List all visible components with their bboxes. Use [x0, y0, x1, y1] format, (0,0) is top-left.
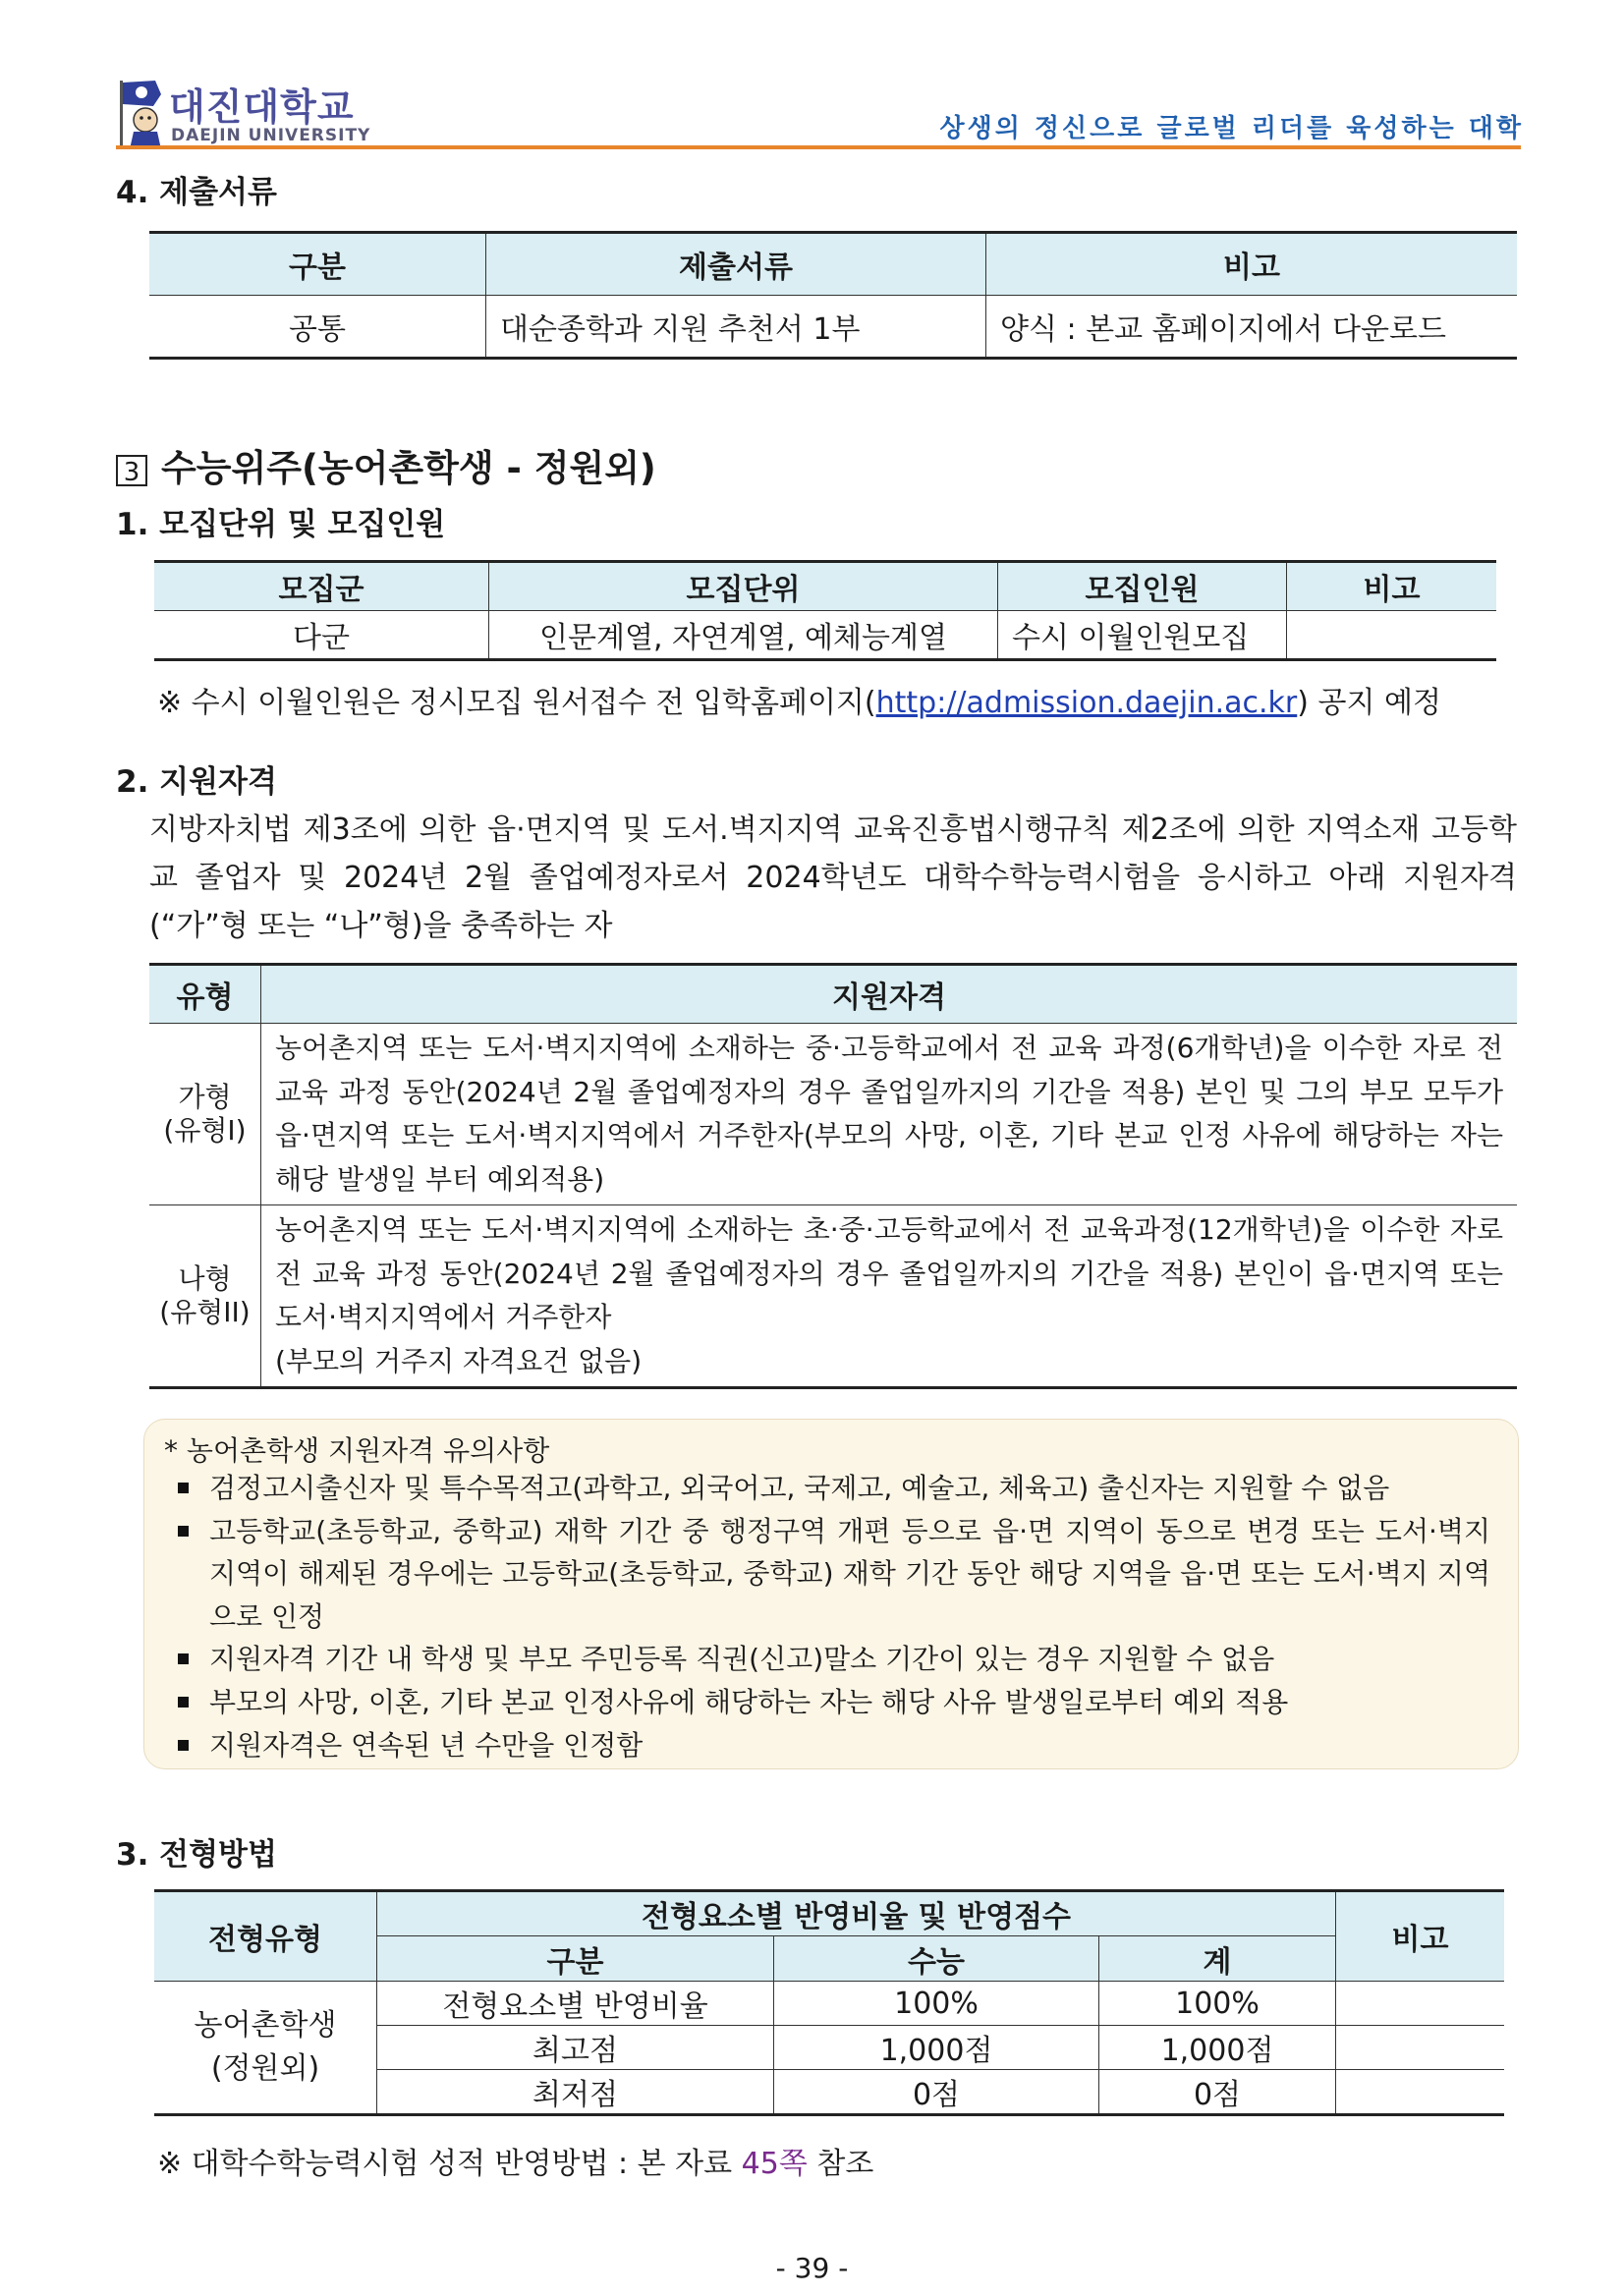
eligibility-text-main: 농어촌지역 또는 도서·벽지지역에 소재하는 초·중·고등학교에서 전 교육과정(12개학년)을 이수한 자로 전 교육 과정 동안(2024년 2월 졸업예정자의 경우 졸업일까지의 기간을 적용) 본인이 읍·면지역 또는 도서·벽지지역에서 거주한자: [275, 1213, 1503, 1333]
note-text: ) 공지 예정: [1297, 686, 1441, 720]
table-cell: 다군: [154, 611, 489, 660]
table-cell: 수시 이월인원모집: [998, 611, 1287, 660]
table-header: 전형요소별 반영비율 및 반영점수: [377, 1891, 1336, 1936]
caution-list: [174, 1467, 1490, 1766]
table-cell: 0점: [774, 2070, 1099, 2115]
selection-note: [157, 2139, 873, 2182]
table-cell: 1,000점: [1099, 2026, 1336, 2070]
bullet-icon: [178, 1740, 189, 1751]
eligibility-text-note: (부모의 거주지 자격요건 없음): [275, 1344, 643, 1377]
bullet-icon: [178, 1697, 189, 1708]
list-item-text: 고등학교(초등학교, 중학교) 재학 기간 중 행정구역 개편 등으로 읍·면 지역이 동으로 변경 또는 도서·벽지 지역이 해제된 경우에는 고등학교(초등학교, 중학교) 재학 기간 동안 해당 지역을 읍·면 또는 도서·벽지 지역으로 인정: [209, 1514, 1490, 1633]
note-text: ※ 수시 이월인원은 정시모집 원서접수 전 입학홈페이지(: [157, 686, 876, 720]
header-divider: [116, 145, 1521, 149]
table-header: 비고: [986, 233, 1518, 296]
selection-table: [154, 1889, 1504, 2116]
list-item: [174, 1467, 1490, 1510]
section-heading-documents: 4. 제출서류: [116, 175, 277, 210]
table-cell: 공통: [149, 296, 486, 359]
table-subheader: 수능: [774, 1936, 1099, 1982]
documents-table: [149, 231, 1517, 360]
page-number: - 39 -: [775, 2252, 849, 2284]
table-cell: 100%: [774, 1982, 1099, 2026]
bullet-icon: [178, 1483, 189, 1493]
table-header: 모집군: [154, 562, 489, 611]
recruit-table: [154, 560, 1496, 661]
admission-link[interactable]: http://admission.daejin.ac.kr: [875, 686, 1298, 720]
type-cell: [154, 1982, 377, 2115]
table-header: 구분: [149, 233, 486, 296]
table-cell: 최저점: [377, 2070, 774, 2115]
table-cell: [1336, 2070, 1505, 2115]
table-cell: [1287, 611, 1497, 660]
logo-title: 대진대학교: [169, 85, 355, 129]
list-item: [174, 1510, 1490, 1639]
table-cell: [1336, 1982, 1505, 2026]
table-header: 전형유형: [154, 1891, 377, 1982]
table-header: 비고: [1287, 562, 1497, 611]
list-item-text: 부모의 사망, 이혼, 기타 본교 인정사유에 해당하는 자는 해당 사유 발생일로부터 예외 적용: [209, 1685, 1289, 1718]
table-cell: 0점: [1099, 2070, 1336, 2115]
eligibility-text: 농어촌지역 또는 도서·벽지지역에 소재하는 중·고등학교에서 전 교육 과정(6개학년)을 이수한 자로 전 교육 과정 동안(2024년 2월 졸업예정자의 경우 졸업일까지의 기간을 적용) 본인 및 그의 부모 모두가 읍·면지역 또는 도서·벽지지역에서 거주한자(부모의 사망, 이혼, 기타 본교 인정 사유에 해당하는 자는 해당 발생일 부터 예외적용): [261, 1024, 1518, 1205]
table-header: 제출서류: [486, 233, 986, 296]
part-title: 수능위주(농어촌학생 - 정원외): [161, 447, 656, 489]
note-text: ※ 대학수학능력시험 성적 반영방법 : 본 자료: [157, 2147, 742, 2181]
section-heading-recruit: 1. 모집단위 및 모집인원: [116, 507, 446, 542]
part-heading: [116, 438, 656, 491]
type-sublabel: (정원외): [210, 2051, 320, 2086]
eligibility-table: [149, 963, 1517, 1389]
list-item: [174, 1638, 1490, 1681]
table-header: 비고: [1336, 1891, 1505, 1982]
type-label: 가형: [178, 1081, 232, 1113]
type-sublabel: (유형II): [159, 1296, 251, 1328]
table-cell: 100%: [1099, 1982, 1336, 2026]
table-cell: 인문계열, 자연계열, 예체능계열: [489, 611, 998, 660]
table-cell: 최고점: [377, 2026, 774, 2070]
eligibility-text: [261, 1205, 1518, 1388]
eligibility-intro: 지방자치법 제3조에 의한 읍·면지역 및 도서.벽지지역 교육진흥법시행규칙 제2조에 의한 지역소재 고등학교 졸업자 및 2024년 2월 졸업예정자로서 2024학년도 대학수학능력시험을 응시하고 아래 지원자격(“가”형 또는 “나”형)을 충족하는 자: [149, 812, 1517, 943]
table-header: 지원자격: [261, 965, 1518, 1024]
section-heading-eligibility: 2. 지원자격: [116, 764, 277, 800]
caution-title: * 농어촌학생 지원자격 유의사항: [164, 1434, 550, 1467]
table-header: 유형: [149, 965, 261, 1024]
table-cell: 대순종학과 지원 추천서 1부: [486, 296, 986, 359]
table-header: 모집인원: [998, 562, 1287, 611]
header-motto: 상생의 정신으로 글로벌 리더를 육성하는 대학: [939, 114, 1524, 143]
note-text: 참조: [807, 2147, 874, 2181]
table-cell: 전형요소별 반영비율: [377, 1982, 774, 2026]
type-cell: [149, 1024, 261, 1205]
bullet-icon: [178, 1653, 189, 1664]
recruit-note: [157, 678, 1441, 721]
type-sublabel: (유형I): [163, 1114, 247, 1147]
mascot-icon: [116, 77, 171, 151]
list-item: [174, 1681, 1490, 1724]
type-label: 나형: [178, 1262, 232, 1295]
page-reference: 45쪽: [741, 2147, 808, 2181]
table-subheader: 계: [1099, 1936, 1336, 1982]
list-item-text: 지원자격 기간 내 학생 및 부모 주민등록 직권(신고)말소 기간이 있는 경우 지원할 수 없음: [209, 1643, 1275, 1676]
section-heading-selection: 3. 전형방법: [116, 1837, 277, 1873]
type-label: 농어촌학생: [194, 2008, 337, 2043]
table-cell: 1,000점: [774, 2026, 1099, 2070]
table-cell: 양식 : 본교 홈페이지에서 다운로드: [986, 296, 1518, 359]
type-cell: [149, 1205, 261, 1388]
logo-subtitle: DAEJIN UNIVERSITY: [171, 126, 371, 145]
table-subheader: 구분: [377, 1936, 774, 1982]
eligibility-caution-box: [143, 1419, 1519, 1769]
list-item-text: 지원자격은 연속된 년 수만을 인정함: [209, 1728, 644, 1762]
part-number-box: 3: [116, 455, 147, 486]
university-logo: [116, 77, 391, 151]
list-item: [174, 1724, 1490, 1767]
bullet-icon: [178, 1526, 189, 1537]
list-item-text: 검정고시출신자 및 특수목적고(과학고, 외국어고, 국제고, 예술고, 체육고) 출신자는 지원할 수 없음: [209, 1472, 1390, 1504]
table-header: 모집단위: [489, 562, 998, 611]
table-cell: [1336, 2026, 1505, 2070]
